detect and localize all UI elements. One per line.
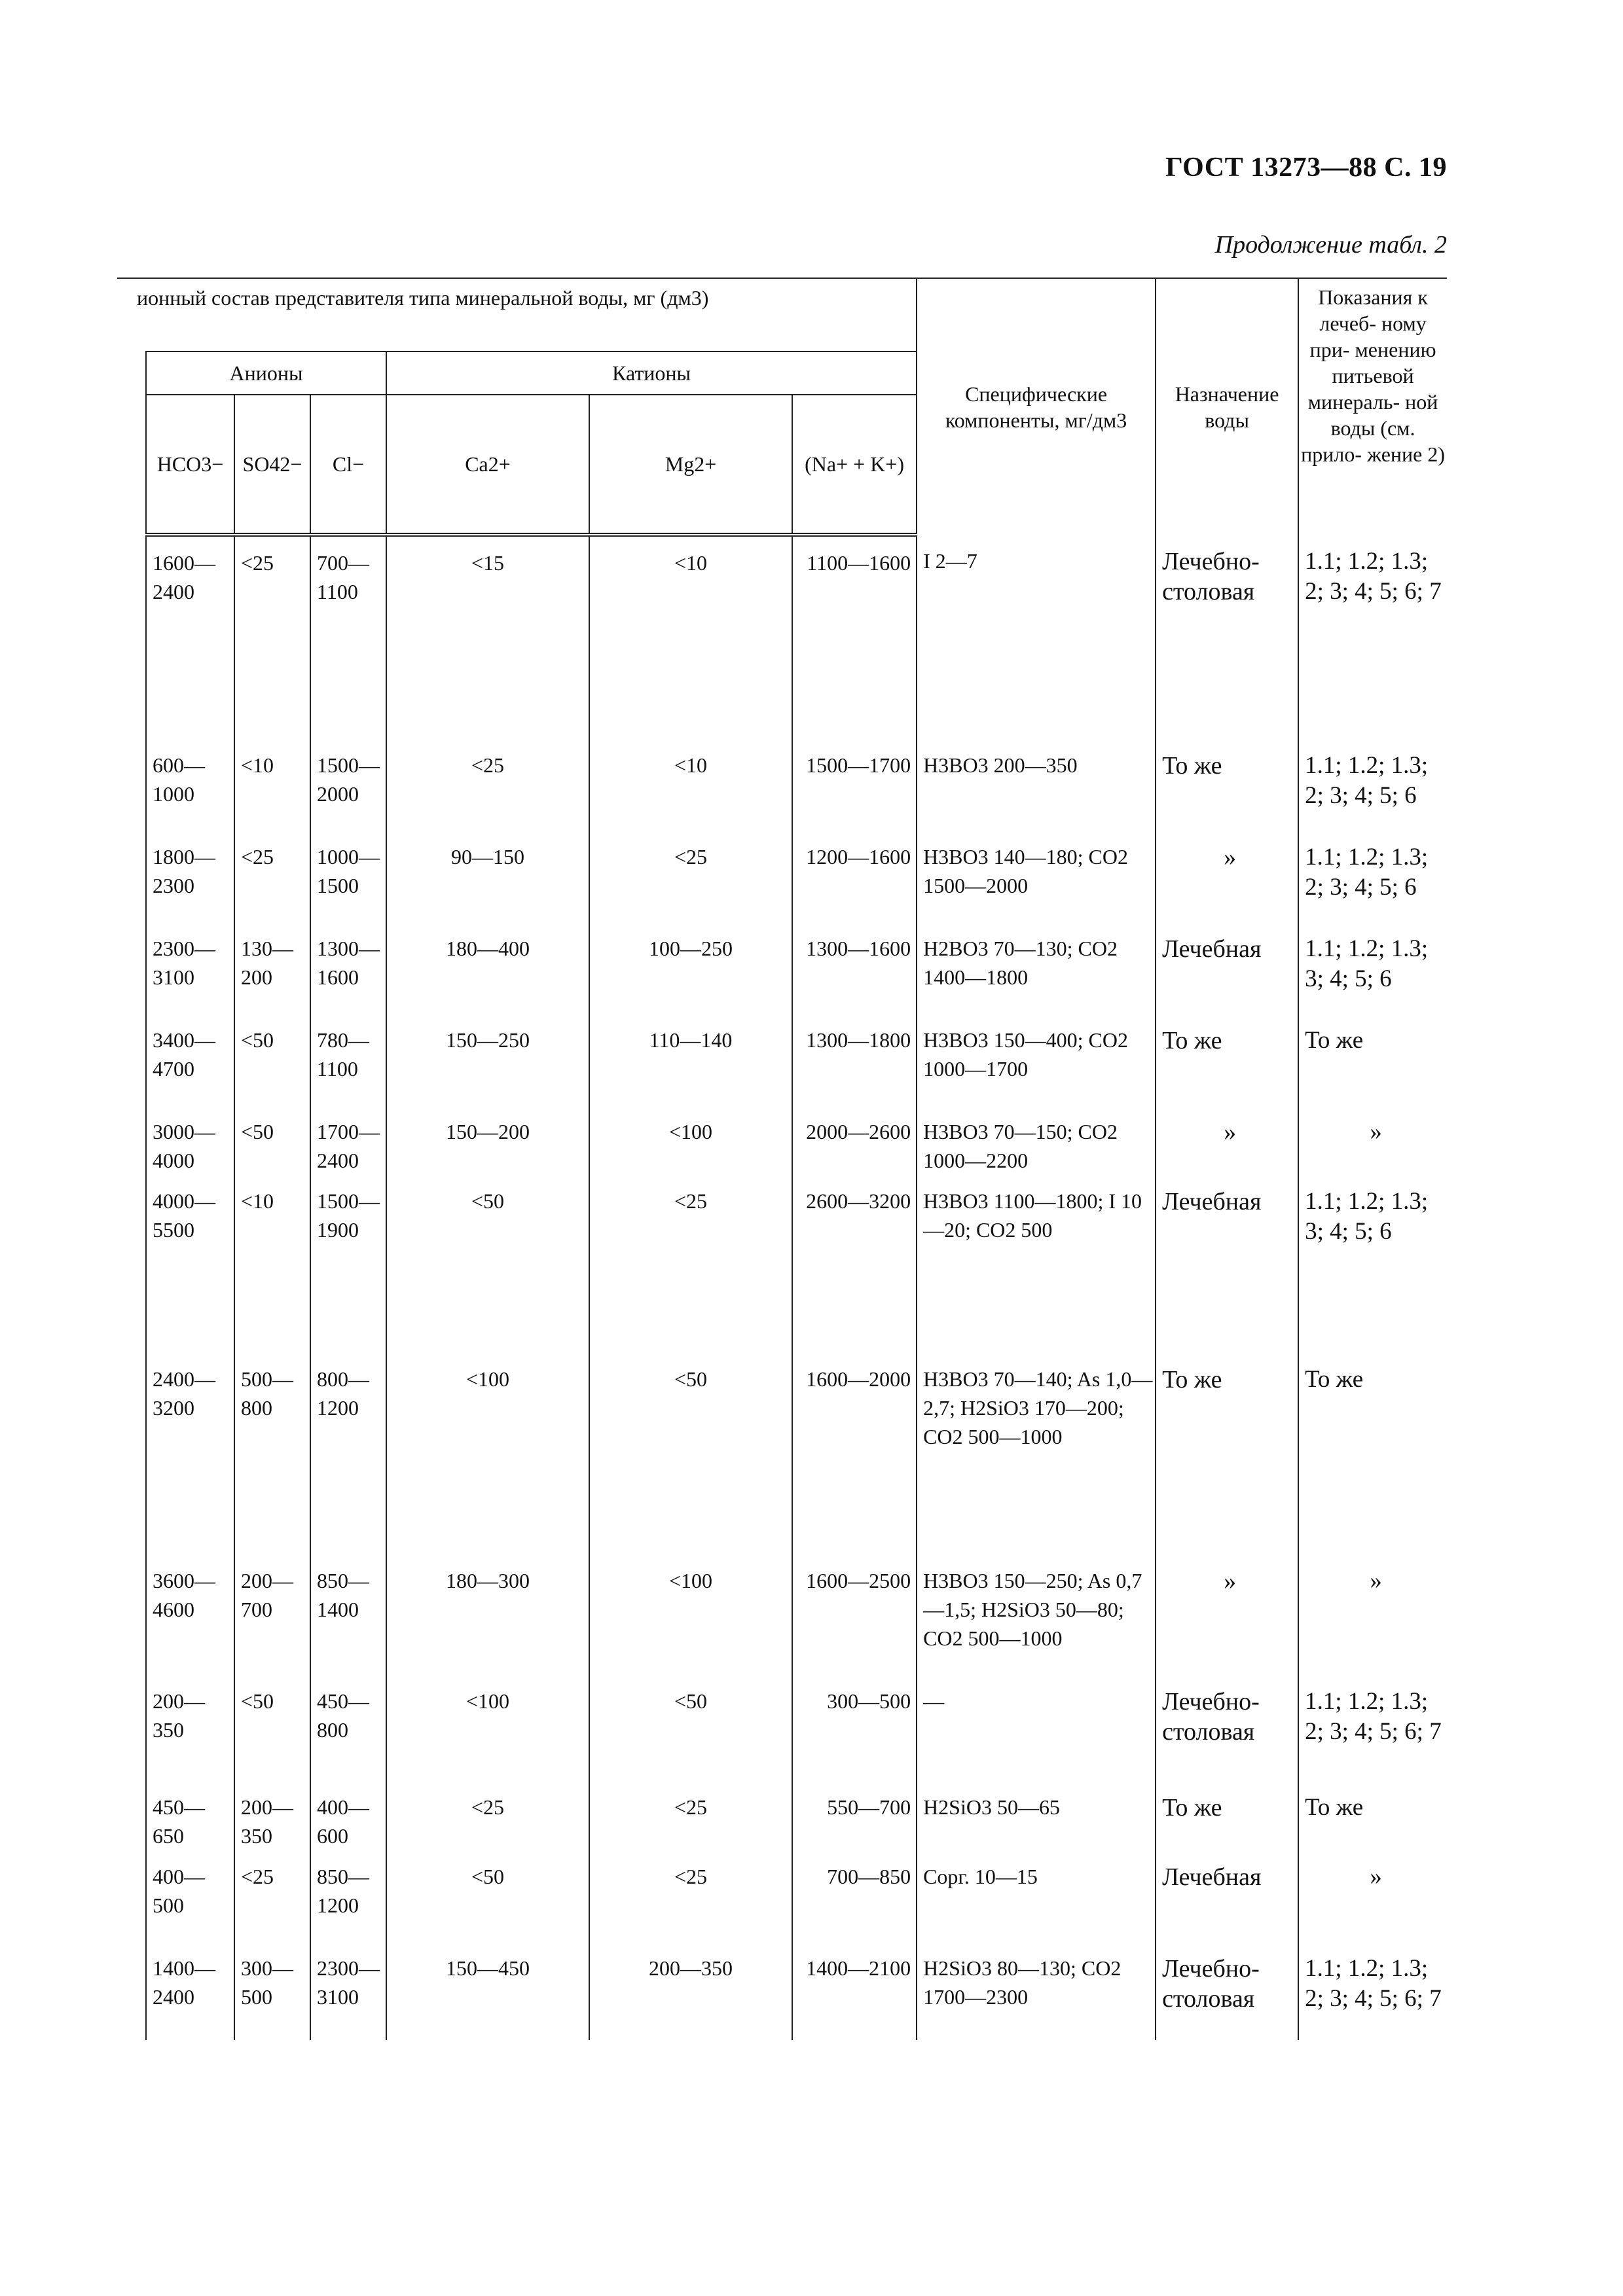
cell-ca: <25 <box>386 1781 589 1850</box>
cell-specific-components: H3BO3 200—350 <box>917 739 1156 831</box>
col-so4: SO42− <box>234 395 310 535</box>
cell-mg: <25 <box>589 831 792 922</box>
cell-na-k: 2000—2600 <box>792 1105 917 1175</box>
cell-hco3: 1800— 2300 <box>146 831 234 922</box>
cell-purpose: » <box>1156 1105 1298 1175</box>
table-row <box>117 922 1447 1014</box>
col-mg: Mg2+ <box>589 395 792 535</box>
cell-specific-components: H2BO3 70—130; CO2 1400—1800 <box>917 922 1156 1014</box>
cell-mg: <50 <box>589 1353 792 1554</box>
cell-na-k: 1400—2100 <box>792 1942 917 2040</box>
table-row <box>117 831 1447 922</box>
cell-hco3: 2300— 3100 <box>146 922 234 1014</box>
ion-composition-header: ионный состав представителя типа минеральной воды, мг (дм3) <box>117 278 917 351</box>
cell-ca: 150—450 <box>386 1942 589 2040</box>
cell-indications: 1.1; 1.2; 1.3; 2; 3; 4; 5; 6; 7 <box>1298 1942 1447 2040</box>
table-row <box>117 1781 1447 1850</box>
cell-cl: 850— 1400 <box>310 1554 386 1675</box>
cell-indications: 1.1; 1.2; 1.3; 2; 3; 4; 5; 6; 7 <box>1298 535 1447 739</box>
cell-na-k: 1300—1800 <box>792 1014 917 1105</box>
cell-purpose: То же <box>1156 739 1298 831</box>
cell-so4: <50 <box>234 1014 310 1105</box>
cell-indications: » <box>1298 1554 1447 1675</box>
cell-cl: 2300— 3100 <box>310 1942 386 2040</box>
cell-na-k: 550—700 <box>792 1781 917 1850</box>
row-margin <box>117 535 146 739</box>
table-row <box>117 1850 1447 1942</box>
cell-hco3: 200— 350 <box>146 1675 234 1781</box>
cell-so4: <50 <box>234 1675 310 1781</box>
cell-hco3: 600— 1000 <box>146 739 234 831</box>
cell-specific-components: H2SiO3 50—65 <box>917 1781 1156 1850</box>
col-na-k: (Na+ + K+) <box>792 395 917 535</box>
cell-ca: <15 <box>386 535 589 739</box>
cell-indications: 1.1; 1.2; 1.3; 3; 4; 5; 6 <box>1298 922 1447 1014</box>
document-title: ГОСТ 13273—88 С. 19 <box>1165 152 1447 183</box>
cell-hco3: 1400— 2400 <box>146 1942 234 2040</box>
col-ca: Ca2+ <box>386 395 589 535</box>
table-row <box>117 1353 1447 1554</box>
cell-specific-components: H3BO3 150—400; CO2 1000—1700 <box>917 1014 1156 1105</box>
cell-specific-components: H3BO3 70—140; As 1,0—2,7; H2SiO3 170—200; CO2 500—1000 <box>917 1353 1156 1554</box>
cell-mg: <25 <box>589 1781 792 1850</box>
cell-ca: <25 <box>386 739 589 831</box>
cell-so4: 300— 500 <box>234 1942 310 2040</box>
cell-cl: 1000— 1500 <box>310 831 386 922</box>
cell-indications: То же <box>1298 1781 1447 1850</box>
cell-cl: 1700— 2400 <box>310 1105 386 1175</box>
row-margin <box>117 831 146 922</box>
cell-indications: 1.1; 1.2; 1.3; 2; 3; 4; 5; 6 <box>1298 739 1447 831</box>
cell-ca: 150—250 <box>386 1014 589 1105</box>
cell-indications: То же <box>1298 1014 1447 1105</box>
cell-ca: <100 <box>386 1675 589 1781</box>
cell-na-k: 1300—1600 <box>792 922 917 1014</box>
cell-hco3: 450— 650 <box>146 1781 234 1850</box>
cell-specific-components: I 2—7 <box>917 535 1156 739</box>
anions-header: Анионы <box>146 351 386 395</box>
cell-cl: 700— 1100 <box>310 535 386 739</box>
cell-na-k: 1500—1700 <box>792 739 917 831</box>
row-margin <box>117 1554 146 1675</box>
cell-ca: 180—300 <box>386 1554 589 1675</box>
cell-hco3: 3600— 4600 <box>146 1554 234 1675</box>
cell-purpose: Лечебная <box>1156 922 1298 1014</box>
cell-mg: <25 <box>589 1850 792 1942</box>
row-margin <box>117 1850 146 1942</box>
cell-specific-components: — <box>917 1675 1156 1781</box>
cell-na-k: 300—500 <box>792 1675 917 1781</box>
cell-mg: 110—140 <box>589 1014 792 1105</box>
cell-cl: 800— 1200 <box>310 1353 386 1554</box>
table-row <box>117 1675 1447 1781</box>
header-margin-blank <box>117 351 146 535</box>
cell-so4: <25 <box>234 831 310 922</box>
cell-specific-components: H3BO3 70—150; CO2 1000—2200 <box>917 1105 1156 1175</box>
cell-na-k: 1100—1600 <box>792 535 917 739</box>
row-margin <box>117 1014 146 1105</box>
cell-specific-components: H3BO3 1100—1800; I 10—20; CO2 500 <box>917 1175 1156 1353</box>
cell-specific-components: Сорг. 10—15 <box>917 1850 1156 1942</box>
row-margin <box>117 1353 146 1554</box>
cell-purpose: » <box>1156 831 1298 922</box>
cell-indications: То же <box>1298 1353 1447 1554</box>
table-row <box>117 1105 1447 1175</box>
cell-purpose: Лечебная <box>1156 1175 1298 1353</box>
cell-purpose: Лечебно- столовая <box>1156 1675 1298 1781</box>
cell-indications: 1.1; 1.2; 1.3; 2; 3; 4; 5; 6 <box>1298 831 1447 922</box>
row-margin <box>117 1675 146 1781</box>
cell-so4: <25 <box>234 1850 310 1942</box>
purpose-header: Назначение воды <box>1156 278 1298 535</box>
row-margin <box>117 739 146 831</box>
cell-mg: <25 <box>589 1175 792 1353</box>
mineral-water-table <box>117 278 1447 2040</box>
cell-cl: 780— 1100 <box>310 1014 386 1105</box>
table-row <box>117 1554 1447 1675</box>
cell-na-k: 1600—2500 <box>792 1554 917 1675</box>
table-row <box>117 1014 1447 1105</box>
row-margin <box>117 1175 146 1353</box>
cell-so4: 130— 200 <box>234 922 310 1014</box>
cell-ca: <50 <box>386 1175 589 1353</box>
cell-mg: 100—250 <box>589 922 792 1014</box>
specific-components-header: Специфические компоненты, мг/дм3 <box>917 278 1156 535</box>
cell-mg: <100 <box>589 1105 792 1175</box>
cell-so4: 200— 350 <box>234 1781 310 1850</box>
cell-hco3: 3400— 4700 <box>146 1014 234 1105</box>
cell-na-k: 1200—1600 <box>792 831 917 922</box>
cell-indications: » <box>1298 1850 1447 1942</box>
cell-mg: <10 <box>589 535 792 739</box>
cell-so4: 500— 800 <box>234 1353 310 1554</box>
cell-mg: 200—350 <box>589 1942 792 2040</box>
cell-cl: 450— 800 <box>310 1675 386 1781</box>
cell-purpose: Лечебно- столовая <box>1156 535 1298 739</box>
cell-specific-components: H3BO3 150—250; As 0,7—1,5; H2SiO3 50—80; CO2 500—1000 <box>917 1554 1156 1675</box>
row-margin <box>117 922 146 1014</box>
cell-na-k: 700—850 <box>792 1850 917 1942</box>
cell-cl: 1500— 2000 <box>310 739 386 831</box>
cell-ca: <100 <box>386 1353 589 1554</box>
table-continuation-label: Продолжение табл. 2 <box>1214 231 1447 259</box>
cell-hco3: 400— 500 <box>146 1850 234 1942</box>
row-margin <box>117 1942 146 2040</box>
cell-so4: <10 <box>234 739 310 831</box>
cell-cl: 850— 1200 <box>310 1850 386 1942</box>
cell-purpose: » <box>1156 1554 1298 1675</box>
cell-so4: <25 <box>234 535 310 739</box>
cell-cl: 1300— 1600 <box>310 922 386 1014</box>
cell-purpose: Лечебная <box>1156 1850 1298 1942</box>
cell-na-k: 1600—2000 <box>792 1353 917 1554</box>
cell-cl: 400— 600 <box>310 1781 386 1850</box>
cell-ca: 150—200 <box>386 1105 589 1175</box>
cations-header: Катионы <box>386 351 917 395</box>
cell-purpose: То же <box>1156 1353 1298 1554</box>
table-row <box>117 1175 1447 1353</box>
cell-so4: <50 <box>234 1105 310 1175</box>
table-row <box>117 739 1447 831</box>
cell-mg: <50 <box>589 1675 792 1781</box>
cell-indications: » <box>1298 1105 1447 1175</box>
indications-header: Показания к лечеб- ному при- менению питьевой минераль- ной воды (см. прило- жение 2) <box>1298 278 1447 535</box>
cell-ca: <50 <box>386 1850 589 1942</box>
cell-purpose: То же <box>1156 1014 1298 1105</box>
cell-specific-components: H2SiO3 80—130; CO2 1700—2300 <box>917 1942 1156 2040</box>
cell-hco3: 1600— 2400 <box>146 535 234 739</box>
row-margin <box>117 1781 146 1850</box>
cell-hco3: 3000— 4000 <box>146 1105 234 1175</box>
cell-purpose: То же <box>1156 1781 1298 1850</box>
table-row <box>117 1942 1447 2040</box>
cell-ca: 90—150 <box>386 831 589 922</box>
row-margin <box>117 1105 146 1175</box>
cell-na-k: 2600—3200 <box>792 1175 917 1353</box>
table-row <box>117 535 1447 739</box>
cell-cl: 1500— 1900 <box>310 1175 386 1353</box>
cell-indications: 1.1; 1.2; 1.3; 3; 4; 5; 6 <box>1298 1175 1447 1353</box>
cell-hco3: 4000— 5500 <box>146 1175 234 1353</box>
cell-indications: 1.1; 1.2; 1.3; 2; 3; 4; 5; 6; 7 <box>1298 1675 1447 1781</box>
cell-hco3: 2400— 3200 <box>146 1353 234 1554</box>
col-cl: Cl− <box>310 395 386 535</box>
cell-so4: 200— 700 <box>234 1554 310 1675</box>
col-hco3: HCO3− <box>146 395 234 535</box>
cell-so4: <10 <box>234 1175 310 1353</box>
cell-purpose: Лечебно- столовая <box>1156 1942 1298 2040</box>
cell-specific-components: H3BO3 140—180; CO2 1500—2000 <box>917 831 1156 922</box>
cell-mg: <10 <box>589 739 792 831</box>
cell-ca: 180—400 <box>386 922 589 1014</box>
cell-mg: <100 <box>589 1554 792 1675</box>
